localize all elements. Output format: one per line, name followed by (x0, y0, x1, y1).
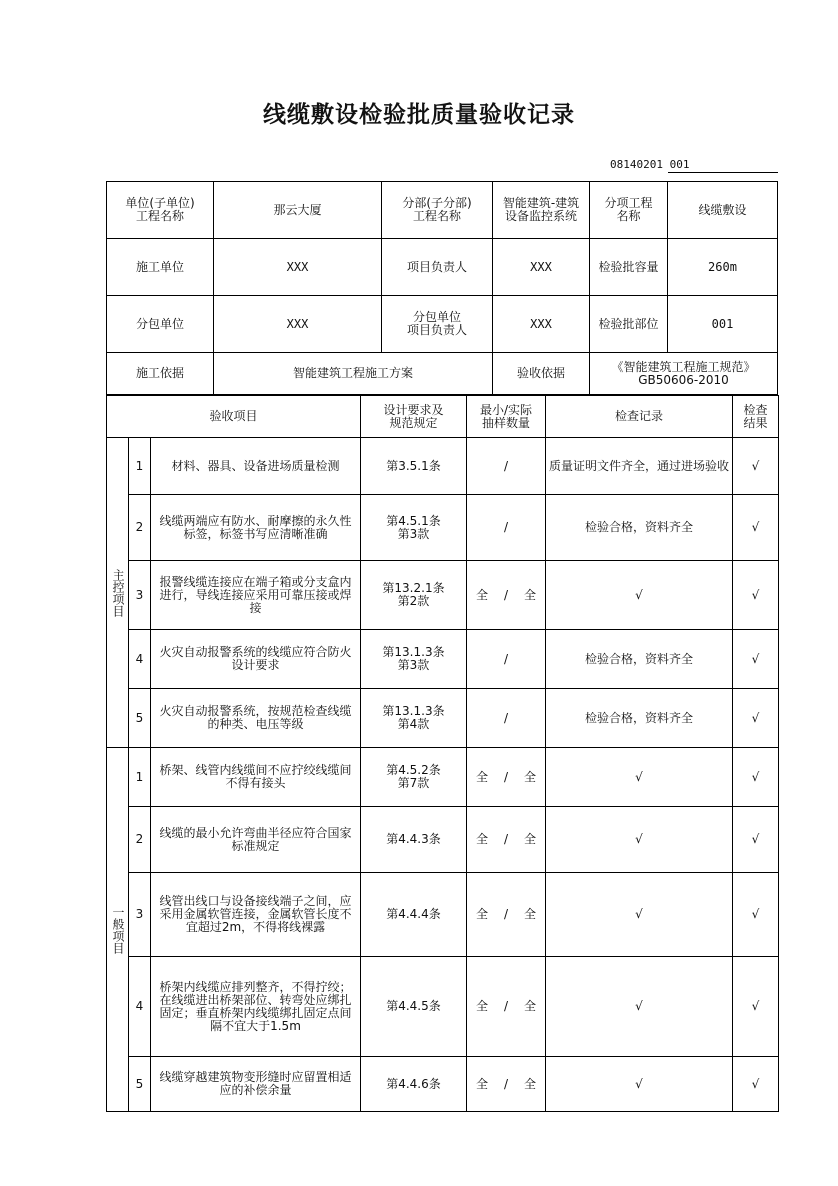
item-record: 检验合格，资料齐全 (546, 630, 733, 689)
sample-slash: / (503, 999, 509, 1013)
item-sample (467, 1057, 546, 1112)
item-result: √ (733, 630, 779, 689)
item-description: 线缆的最小允许弯曲半径应符合国家标准规定 (151, 807, 361, 873)
item-result: √ (733, 873, 779, 957)
item-number: 1 (129, 438, 151, 495)
subcontractor-label: 分包单位 (107, 296, 214, 353)
batch-location-label: 检验批部位 (590, 296, 668, 353)
item-result: √ (733, 1057, 779, 1112)
item-record: √ (546, 1057, 733, 1112)
item-sample (467, 748, 546, 807)
subitem-value: 线缆敷设 (668, 182, 778, 239)
subitem-label: 分项工程 名称 (590, 182, 668, 239)
batch-capacity-value: 260m (668, 239, 778, 296)
contractor-label: 施工单位 (107, 239, 214, 296)
item-record: 检验合格，资料齐全 (546, 689, 733, 748)
subcontractor-value: XXX (214, 296, 382, 353)
item-sample (467, 438, 546, 495)
sample-actual: 全 (523, 587, 536, 602)
item-result: √ (733, 957, 779, 1057)
contractor-value: XXX (214, 239, 382, 296)
item-result: √ (733, 495, 779, 561)
construction-basis-value: 智能建筑工程施工方案 (214, 353, 493, 395)
item-sample (467, 689, 546, 748)
sample-min: 全 (476, 587, 489, 602)
table-row (107, 1057, 779, 1112)
item-sample (467, 561, 546, 630)
general-group-label: 一般项目 (107, 748, 129, 1112)
sub-project-manager-value: XXX (493, 296, 590, 353)
item-result: √ (733, 807, 779, 873)
sample-actual: 全 (523, 907, 536, 921)
item-sample (467, 495, 546, 561)
sample-min: 全 (476, 999, 489, 1013)
table-row (107, 689, 779, 748)
item-record: √ (546, 807, 733, 873)
item-description: 线管出线口与设备接线端子之间，应采用金属软管连接，金属软管长度不宜超过2m，不得将线裸露 (151, 873, 361, 957)
item-spec: 第3.5.1条 (361, 438, 467, 495)
project-manager-label: 项目负责人 (382, 239, 493, 296)
item-result: √ (733, 561, 779, 630)
unit-project-label: 单位(子单位) 工程名称 (107, 182, 214, 239)
item-spec: 第13.1.3条 第3款 (361, 630, 467, 689)
sample-slash: / (503, 710, 509, 725)
item-record: 质量证明文件齐全，通过进场验收 (546, 438, 733, 495)
item-spec: 第4.5.1条 第3款 (361, 495, 467, 561)
item-number: 1 (129, 748, 151, 807)
item-spec: 第4.4.5条 (361, 957, 467, 1057)
header-table (106, 181, 778, 395)
item-record: √ (546, 873, 733, 957)
sample-slash: / (503, 769, 509, 784)
table-row (107, 561, 779, 630)
item-result: √ (733, 689, 779, 748)
item-sample (467, 807, 546, 873)
sub-project-manager-label: 分包单位 项目负责人 (382, 296, 493, 353)
sample-actual: 全 (523, 769, 536, 784)
table-row (107, 630, 779, 689)
table-row (107, 748, 779, 807)
sample-slash: / (503, 458, 509, 473)
item-description: 桥架、线管内线缆间不应拧绞线缆间不得有接头 (151, 748, 361, 807)
item-spec: 第13.2.1条 第2款 (361, 561, 467, 630)
item-spec: 第4.5.2条 第7款 (361, 748, 467, 807)
inspection-table (106, 395, 779, 1112)
column-header-result: 检查 结果 (733, 396, 779, 438)
item-sample (467, 630, 546, 689)
item-number: 5 (129, 1057, 151, 1112)
item-description: 材料、器具、设备进场质量检测 (151, 438, 361, 495)
item-spec: 第13.1.3条 第4款 (361, 689, 467, 748)
item-number: 5 (129, 689, 151, 748)
item-description: 火灾自动报警系统的线缆应符合防火设计要求 (151, 630, 361, 689)
sample-slash: / (503, 587, 509, 602)
sample-slash: / (503, 651, 509, 666)
sample-min: 全 (476, 907, 489, 921)
item-description: 火灾自动报警系统，按规范检查线缆的种类、电压等级 (151, 689, 361, 748)
item-record: √ (546, 561, 733, 630)
unit-project-value: 那云大厦 (214, 182, 382, 239)
sample-actual: 全 (523, 999, 536, 1013)
page-title: 线缆敷设检验批质量验收记录 (263, 102, 575, 128)
sample-min: 全 (476, 1076, 489, 1091)
item-description: 线缆两端应有防水、耐摩擦的永久性标签，标签书写应清晰准确 (151, 495, 361, 561)
batch-location-value: 001 (668, 296, 778, 353)
item-description: 桥架内线缆应排列整齐，不得拧绞；在线缆进出桥架部位、转弯处应绑扎固定；垂直桥架内线缆绑扎固定点间隔不宜大于1.5m (151, 957, 361, 1057)
sample-min: 全 (476, 769, 489, 784)
main-control-group-label: 主控项目 (107, 438, 129, 748)
item-spec: 第4.4.3条 (361, 807, 467, 873)
item-description: 报警线缆连接应在端子箱或分支盒内进行，导线连接应采用可靠压接或焊接 (151, 561, 361, 630)
acceptance-basis-label: 验收依据 (493, 353, 590, 395)
item-description: 线缆穿越建筑物变形缝时应留置相适应的补偿余量 (151, 1057, 361, 1112)
item-record: 检验合格，资料齐全 (546, 495, 733, 561)
item-number: 4 (129, 957, 151, 1057)
item-record: √ (546, 957, 733, 1057)
project-manager-value: XXX (493, 239, 590, 296)
document-number: 08140201 001 (610, 158, 690, 171)
table-row (107, 873, 779, 957)
table-row (107, 438, 779, 495)
item-number: 2 (129, 495, 151, 561)
sample-slash: / (503, 907, 509, 921)
item-result: √ (733, 748, 779, 807)
column-header-sample: 最小/实际 抽样数量 (467, 396, 546, 438)
construction-basis-label: 施工依据 (107, 353, 214, 395)
table-row (107, 495, 779, 561)
table-row (107, 957, 779, 1057)
division-label: 分部(子分部) 工程名称 (382, 182, 493, 239)
item-record: √ (546, 748, 733, 807)
sample-slash: / (503, 832, 509, 846)
item-spec: 第4.4.6条 (361, 1057, 467, 1112)
item-sample (467, 873, 546, 957)
item-number: 2 (129, 807, 151, 873)
item-number: 3 (129, 561, 151, 630)
acceptance-basis-value: 《智能建筑工程施工规范》 GB50606-2010 (590, 353, 778, 395)
document-number-underline (668, 172, 778, 173)
sample-slash: / (503, 1076, 509, 1091)
sample-slash: / (503, 520, 509, 534)
column-header-item: 验收项目 (107, 396, 361, 438)
column-header-record: 检查记录 (546, 396, 733, 438)
item-sample (467, 957, 546, 1057)
item-result: √ (733, 438, 779, 495)
division-value: 智能建筑-建筑 设备监控系统 (493, 182, 590, 239)
sample-min: 全 (476, 832, 489, 846)
column-header-spec: 设计要求及 规范规定 (361, 396, 467, 438)
item-number: 4 (129, 630, 151, 689)
sample-actual: 全 (523, 832, 536, 846)
table-row (107, 807, 779, 873)
sample-actual: 全 (523, 1076, 536, 1091)
batch-capacity-label: 检验批容量 (590, 239, 668, 296)
item-spec: 第4.4.4条 (361, 873, 467, 957)
item-number: 3 (129, 873, 151, 957)
